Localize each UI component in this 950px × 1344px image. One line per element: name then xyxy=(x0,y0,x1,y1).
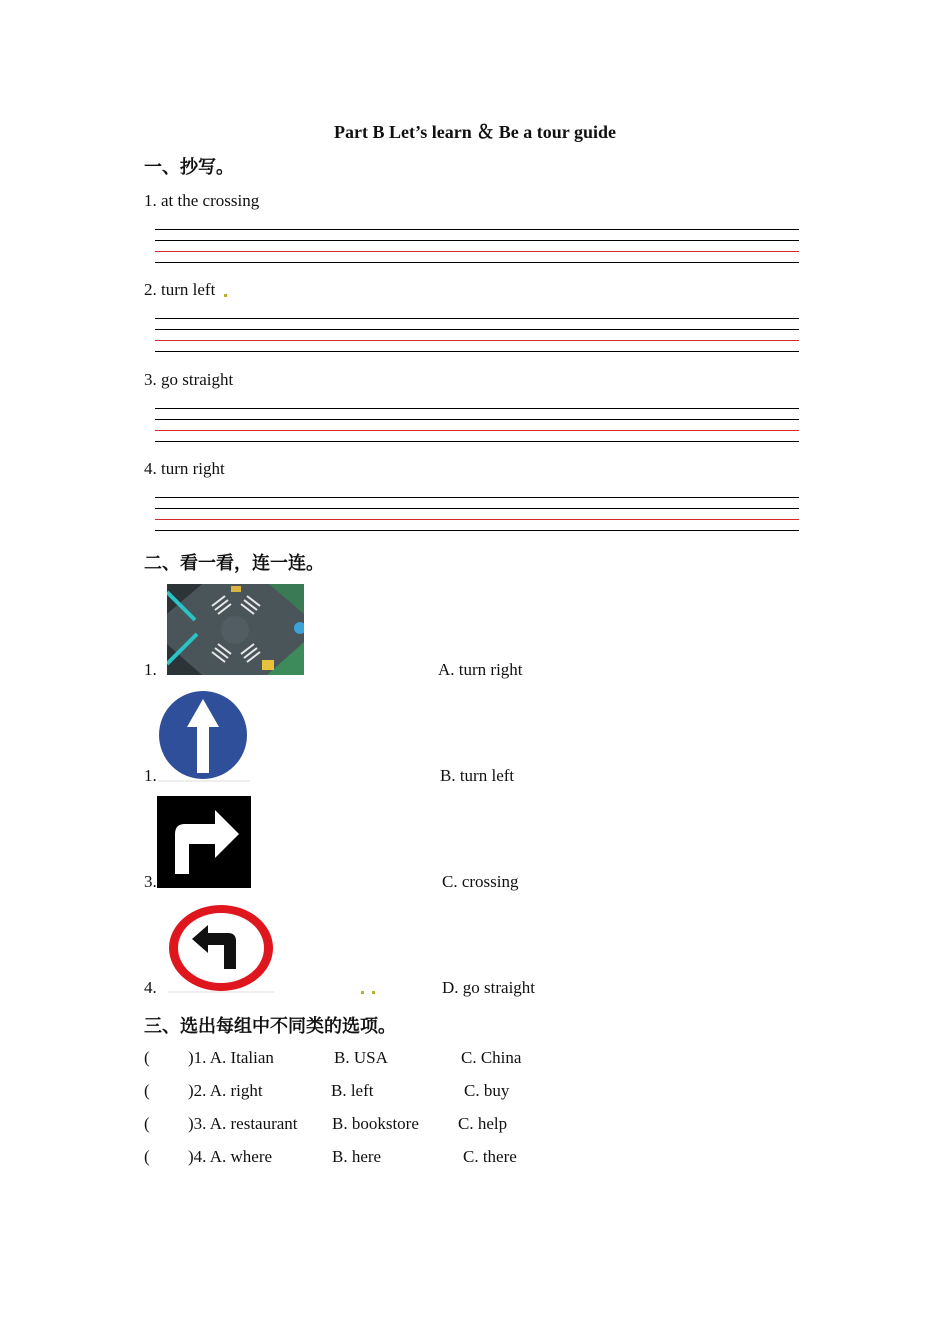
match-number-3: 3. xyxy=(144,872,157,891)
section-3-heading: 三、选出每组中不同类的选项。 xyxy=(144,1016,396,1037)
question-1-option-c: C. China xyxy=(461,1048,522,1067)
copy-item-3: 3. go straight xyxy=(144,370,234,389)
go-straight-sign-icon xyxy=(158,691,250,783)
writing-lines-3[interactable] xyxy=(155,408,799,444)
question-1-option-b: B. USA xyxy=(334,1048,388,1067)
copy-item-2: 2. turn left xyxy=(144,280,216,299)
question-4-option-a: )4. A. where xyxy=(188,1147,273,1166)
copy-item-1: 1. at the crossing xyxy=(144,191,260,210)
section-2-heading: 二、看一看，连一连。 xyxy=(144,553,324,574)
question-2-option-b: B. left xyxy=(331,1081,374,1100)
match-option-a[interactable]: A. turn right xyxy=(438,660,523,679)
question-3-option-b: B. bookstore xyxy=(332,1114,419,1133)
answer-paren-4[interactable]: ( xyxy=(144,1147,150,1166)
writing-lines-4[interactable] xyxy=(155,497,799,533)
match-number-2: 1. xyxy=(144,766,157,785)
no-left-turn-sign-icon xyxy=(166,903,276,993)
question-3-option-c: C. help xyxy=(458,1114,508,1133)
page-title: Part B Let’s learn ＆ Be a tour guide xyxy=(334,122,616,142)
go-straight-sign xyxy=(158,691,250,783)
question-2-option-a: )2. A. right xyxy=(188,1081,263,1100)
turn-right-sign-icon xyxy=(157,796,251,888)
copy-item-4: 4. turn right xyxy=(144,459,225,478)
answer-paren-3[interactable]: ( xyxy=(144,1114,150,1133)
question-3-option-a: )3. A. restaurant xyxy=(188,1114,298,1133)
question-4-option-b: B. here xyxy=(332,1147,382,1166)
stray-dot xyxy=(372,991,375,994)
match-option-c[interactable]: C. crossing xyxy=(442,872,519,891)
left-turn-sign xyxy=(166,903,276,993)
question-1-option-a: )1. A. Italian xyxy=(188,1048,274,1067)
turn-right-sign xyxy=(157,796,251,888)
answer-paren-1[interactable]: ( xyxy=(144,1048,150,1067)
question-2-option-c: C. buy xyxy=(464,1081,510,1100)
section-1-heading: 一、抄写。 xyxy=(144,157,234,178)
stray-dot xyxy=(224,294,227,297)
crossing-aerial-icon xyxy=(167,584,304,675)
match-option-b[interactable]: B. turn left xyxy=(440,766,515,785)
match-number-4: 4. xyxy=(144,978,157,997)
match-option-d[interactable]: D. go straight xyxy=(442,978,536,997)
stray-dot xyxy=(361,991,364,994)
writing-lines-2[interactable] xyxy=(155,318,799,354)
question-4-option-c: C. there xyxy=(463,1147,517,1166)
match-number-1: 1. xyxy=(144,660,157,679)
crossing-aerial-image xyxy=(167,584,304,675)
answer-paren-2[interactable]: ( xyxy=(144,1081,150,1100)
writing-lines-1[interactable] xyxy=(155,229,799,265)
